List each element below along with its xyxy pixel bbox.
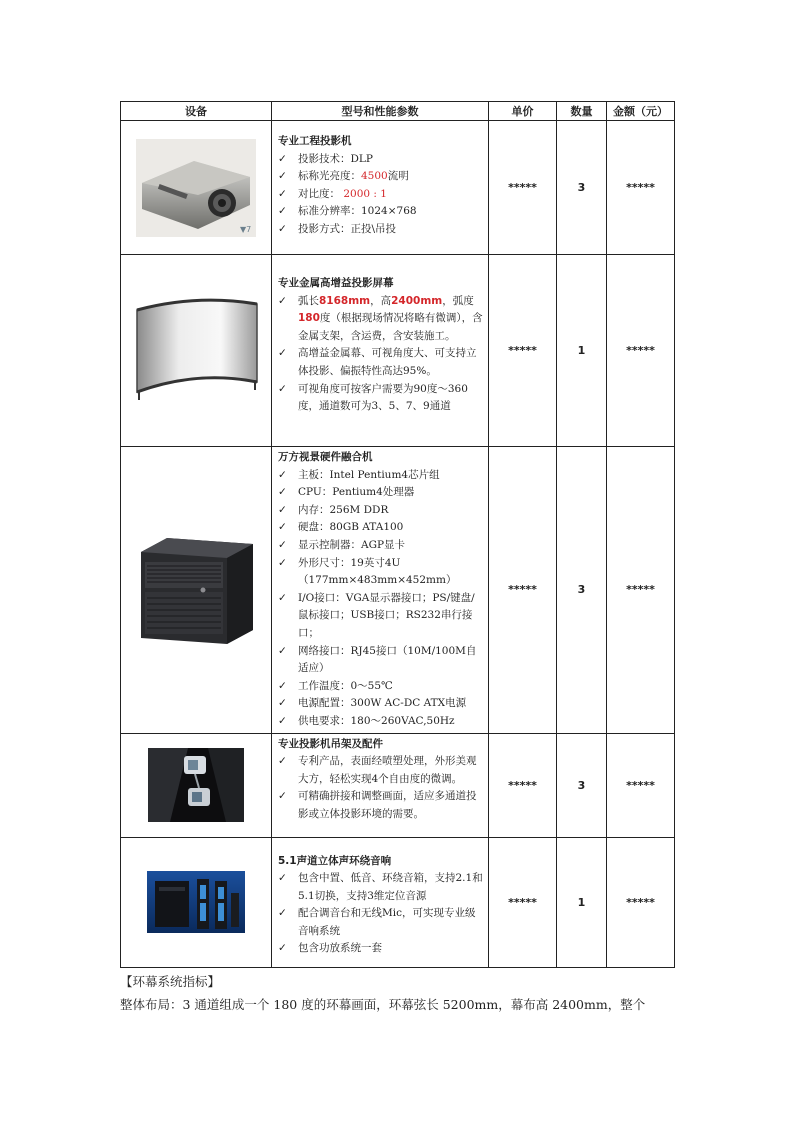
checkmark-icon: ✓ [278, 170, 287, 183]
equipment-table [120, 101, 675, 968]
table-row [121, 121, 675, 255]
list-item: ✓ 主板：Intel Pentium4芯片组 [278, 467, 484, 485]
feature-list [278, 151, 484, 239]
amount: ***** [607, 255, 675, 447]
equipment-image-cell [121, 837, 272, 967]
list-item: ✓ 供电要求：180～260VAC,50Hz [278, 713, 484, 731]
product-title: 专业工程投影机 [278, 135, 352, 147]
checkmark-icon: ✓ [278, 205, 287, 218]
curved-screen-image [131, 296, 261, 406]
list-item: ✓ I/O接口：VGA显示器接口；PS/键盘/鼠标接口；USB接口；RS232串行接口； [278, 591, 475, 639]
checkmark-icon: ✓ [278, 382, 287, 395]
checkmark-icon: ✓ [278, 790, 287, 803]
checkmark-icon: ✓ [278, 714, 287, 727]
unit-price: ***** [489, 733, 557, 837]
checkmark-icon: ✓ [278, 538, 287, 551]
table-header-row [121, 102, 675, 121]
list-item: ✓ 包含中置、低音、环绕音箱，支持2.1和5.1切换，支持3维定位音源 [278, 872, 483, 902]
checkmark-icon: ✓ [278, 644, 287, 657]
checkmark-icon: ✓ [278, 679, 287, 692]
speaker-system-image [147, 871, 245, 933]
checkmark-icon: ✓ [278, 294, 287, 307]
unit-price: ***** [489, 837, 557, 967]
list-item: ✓ 内存：256M DDR [278, 502, 484, 520]
list-item: ✓ 可视角度可按客户需要为90度～360度，通道数可为3、5、7、9通道 [278, 382, 468, 413]
checkmark-icon: ✓ [278, 486, 287, 499]
checkmark-icon: ✓ [278, 872, 287, 885]
checkmark-icon: ✓ [278, 697, 287, 710]
product-title: 万方视景硬件融合机 [278, 451, 373, 463]
list-item: ✓ CPU：Pentium4处理器 [278, 484, 484, 502]
checkmark-icon: ✓ [278, 591, 287, 604]
header-equipment: 设备 [121, 102, 272, 121]
table-row [121, 837, 675, 967]
list-item: ✓ 外形尺寸：19英寸4U（177mm×483mm×452mm） [278, 556, 457, 587]
list-item: ✓ 对比度： 2000 : 1 [278, 186, 484, 204]
header-amount: 金额（元） [607, 102, 675, 121]
feature-list [278, 753, 484, 823]
specs-cell [272, 447, 489, 734]
amount: ***** [607, 121, 675, 255]
checkmark-icon: ✓ [278, 347, 287, 360]
table-row [121, 733, 675, 837]
list-item: ✓ 硬盘：80GB ATA100 [278, 519, 484, 537]
table-row [121, 255, 675, 447]
checkmark-icon: ✓ [278, 521, 287, 534]
checkmark-icon: ✓ [278, 503, 287, 516]
checkmark-icon: ✓ [278, 187, 287, 200]
equipment-image-cell [121, 121, 272, 255]
list-item: ✓ 投影方式：正投\吊投 [278, 221, 484, 239]
list-item: ✓ 弧长8168mm，高2400mm，弧度180度（根据现场情况将略有微调），含金属支架，含运费，含安装施工。 [278, 294, 483, 342]
list-item: ✓ 工作温度：0～55℃ [278, 678, 484, 696]
amount: ***** [607, 447, 675, 734]
list-item: ✓ 投影技术：DLP [278, 151, 484, 169]
list-item: ✓ 高增益金属幕、可视角度大、可支持立体投影、偏振特性高达95%。 [278, 347, 477, 377]
list-item: ✓ 专利产品，表面经喷塑处理，外形美观大方，轻松实现4个自由度的微调。 [278, 755, 477, 785]
watermark-text: ▼7 [240, 224, 252, 234]
checkmark-icon: ✓ [278, 222, 287, 235]
header-unit-price: 单价 [489, 102, 557, 121]
equipment-image-cell [121, 447, 272, 734]
checkmark-icon: ✓ [278, 907, 287, 920]
quantity: 1 [557, 255, 607, 447]
product-title: 5.1声道立体声环绕音响 [278, 854, 392, 867]
list-item: ✓ 显示控制器：AGP显卡 [278, 537, 484, 555]
checkmark-icon: ✓ [278, 152, 287, 165]
feature-list [278, 870, 484, 958]
quantity: 3 [557, 447, 607, 734]
table-row [121, 447, 675, 734]
amount: ***** [607, 733, 675, 837]
checkmark-icon: ✓ [278, 556, 287, 569]
list-item: ✓ 配合调音台和无线Mic，可实现专业级音响系统 [278, 907, 476, 937]
section-paragraph: 整体布局：3 通道组成一个 180 度的环幕画面，环幕弦长 5200mm，幕布高 2400mm，整个 [120, 997, 646, 1012]
feature-list [278, 293, 484, 416]
unit-price: ***** [489, 121, 557, 255]
unit-price: ***** [489, 255, 557, 447]
quantity: 3 [557, 121, 607, 255]
projector-image [136, 139, 256, 237]
specs-cell [272, 255, 489, 447]
checkmark-icon: ✓ [278, 755, 287, 768]
specs-cell [272, 733, 489, 837]
checkmark-icon: ✓ [278, 468, 287, 481]
header-model-specs: 型号和性能参数 [272, 102, 489, 121]
quantity: 1 [557, 837, 607, 967]
list-item: ✓ 电源配置：300W AC-DC ATX电源 [278, 695, 484, 713]
amount: ***** [607, 837, 675, 967]
product-title: 专业投影机吊架及配件 [278, 737, 383, 750]
quantity: 3 [557, 733, 607, 837]
list-item: ✓ 网络接口：RJ45接口（10M/100M自适应） [278, 644, 477, 675]
rack-server-image [137, 534, 255, 646]
specs-cell [272, 121, 489, 255]
header-quantity: 数量 [557, 102, 607, 121]
list-item: ✓ 标称光亮度：4500流明 [278, 168, 484, 186]
list-item: ✓ 可精确拼接和调整画面，适应多通道投影或立体投影环境的需要。 [278, 790, 477, 820]
unit-price: ***** [489, 447, 557, 734]
equipment-image-cell [121, 733, 272, 837]
section-heading: 【环幕系统指标】 [120, 974, 221, 989]
equipment-image-cell [121, 255, 272, 447]
list-item: ✓ 包含功放系统一套 [278, 940, 484, 958]
list-item: ✓ 标准分辨率：1024×768 [278, 203, 484, 221]
projector-mount-image [148, 748, 244, 822]
product-title: 专业金属高增益投影屏幕 [278, 277, 394, 289]
checkmark-icon: ✓ [278, 942, 287, 955]
specs-cell [272, 837, 489, 967]
feature-list [278, 467, 484, 731]
